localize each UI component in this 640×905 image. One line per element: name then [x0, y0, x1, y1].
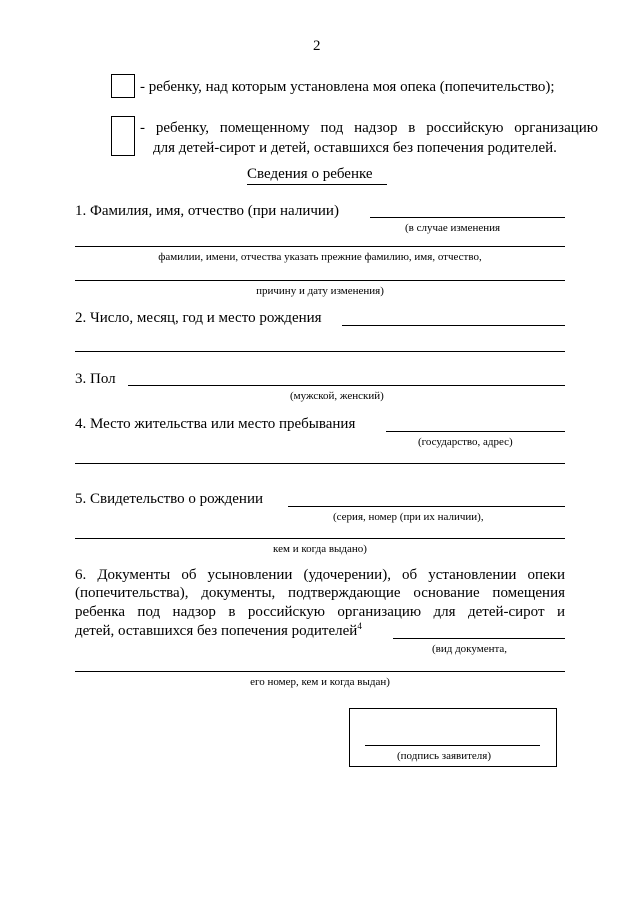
- documents-hint-1: (вид документа,: [432, 643, 508, 655]
- certificate-hint-1: (серия, номер (при их наличии),: [333, 511, 484, 523]
- documents-label-line4: [75, 623, 362, 640]
- sex-hint: (мужской, женский): [290, 390, 384, 402]
- certificate-hint-2: кем и когда выдано): [273, 543, 367, 555]
- option-supervision-label-line2: для детей-сирот и детей, оставшихся без попечения родителей.: [153, 140, 557, 156]
- name-label: 1. Фамилия, имя, отчество (при наличии): [75, 203, 339, 219]
- sex-input-line[interactable]: [128, 385, 565, 386]
- documents-label-line1: 6. Документы об усыновлении (удочерении), об установлении опеки: [75, 567, 565, 583]
- name-hint-3: причину и дату изменения): [256, 285, 384, 297]
- signature-line[interactable]: [365, 745, 540, 746]
- page-number: 2: [313, 38, 321, 54]
- documents-hint-2: его номер, кем и когда выдан): [250, 676, 390, 688]
- sex-label: 3. Пол: [75, 371, 116, 387]
- option-supervision-checkbox[interactable]: [111, 116, 135, 156]
- section-title-underline: [247, 184, 387, 185]
- section-title: Сведения о ребенке: [247, 166, 373, 182]
- residence-input-line-2[interactable]: [75, 463, 565, 464]
- documents-input-line[interactable]: [393, 638, 565, 639]
- birth-input-line[interactable]: [342, 325, 565, 326]
- name-hint-2: фамилии, имени, отчества указать прежние фамилию, имя, отчество,: [158, 251, 482, 263]
- documents-input-line-2[interactable]: [75, 671, 565, 672]
- name-input-line-3[interactable]: [75, 280, 565, 281]
- residence-label: 4. Место жительства или место пребывания: [75, 416, 356, 432]
- documents-label-line3: ребенка под надзор в российскую организацию для детей-сирот и: [75, 604, 565, 620]
- option-guardianship-checkbox[interactable]: [111, 74, 135, 98]
- option-guardianship-label: - ребенку, над которым установлена моя опека (попечительство);: [140, 79, 555, 95]
- certificate-input-line[interactable]: [288, 506, 565, 507]
- name-input-line[interactable]: [370, 217, 565, 218]
- option-supervision-label-line1: - ребенку, помещенному под надзор в российскую организацию: [140, 120, 598, 136]
- birth-input-line-2[interactable]: [75, 351, 565, 352]
- footnote-marker: 4: [357, 621, 362, 631]
- name-hint-1: (в случае изменения: [405, 222, 501, 234]
- signature-hint: (подпись заявителя): [397, 750, 492, 762]
- residence-hint: (государство, адрес): [418, 436, 513, 448]
- name-input-line-2[interactable]: [75, 246, 565, 247]
- documents-label-line2: (попечительства), документы, подтверждающие основание помещения: [75, 585, 565, 601]
- certificate-label: 5. Свидетельство о рождении: [75, 491, 263, 507]
- documents-label-line4-text: детей, оставшихся без попечения родителей: [75, 623, 358, 639]
- residence-input-line[interactable]: [386, 431, 565, 432]
- birth-label: 2. Число, месяц, год и место рождения: [75, 310, 322, 326]
- certificate-input-line-2[interactable]: [75, 538, 565, 539]
